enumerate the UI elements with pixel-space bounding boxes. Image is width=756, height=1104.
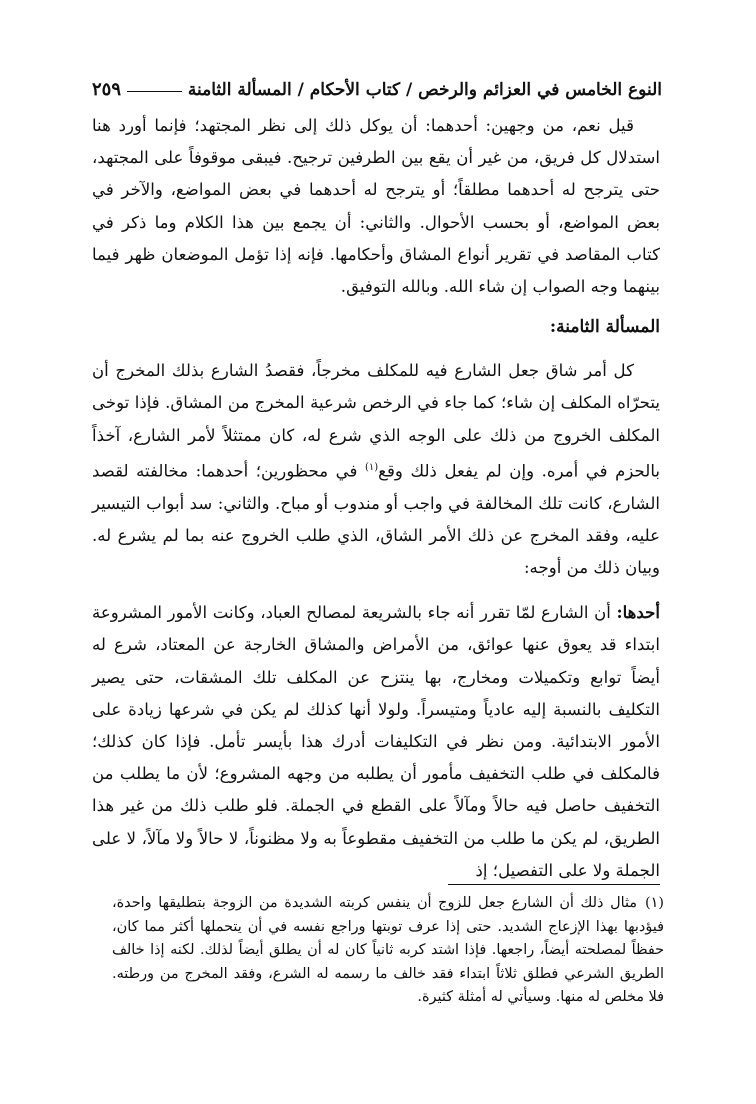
paragraph-2: [92, 355, 660, 584]
section-heading: المسألة الثامنة:: [549, 317, 660, 338]
footnote-reference[interactable]: (١): [364, 461, 379, 473]
footnote-text: مثال ذلك أن الشارع جعل للزوج أن ينفس كربته الشديدة من الزوجة بتطليقها واحدة، فيؤدبها بهذا الإزعاج الشديد. حتى إذا عرف توبتها وراجع نفسه في أن يتحملها أكثر مما كان، حفظاً لمصلحته أيضاً، راجعها. فإذا اشتد كربه ثانياً كان له أن يطلق أيضاً لذلك. لكنه إذا خالف الطريق الشرعي فطلق ثلاثاً ابتداء فقد خالف ما رسمه له الشرع، وفقد المخرج من ورطته. فلا مخلص له منها. وسيأتي له أمثلة كثيرة.: [112, 895, 664, 1005]
paragraph-2-text-b: في محظورين؛ أحدهما: مخالفته لقصد الشارع، كانت تلك المخالفة في واجب أو مندوب أو مباح. والثاني: سد أبواب التيسير عليه، وفقد المخرج عن ذلك الأمر الشاق، الذي طلب الخروج عنه بما لم يشرع له. وبيان ذلك من أوجه:: [92, 461, 660, 577]
footnote-paragraph: [112, 892, 664, 1010]
page-number: ٢٥٩: [92, 79, 122, 100]
running-title: النوع الخامس في العزائم والرخص / كتاب الأحكام / المسألة الثامنة: [187, 80, 662, 100]
paragraph-2-text-a: كل أمر شاق جعل الشارع فيه للمكلف مخرجاً، فقصدُ الشارع بذلك المخرج أن يتحرّاه المكلف إن شاء؛ كما جاء في الرخص شرعية المخرج من المشاق. فإذا توخى المكلف الخروج من ذلك على الوجه الذي شرع له، كان ممتثلاً لأمر الشارع، آخذاً بالحزم في أمره. وإن لم يفعل ذلك وقع: [92, 361, 660, 481]
footnote: [112, 892, 664, 1010]
page-header: [92, 70, 662, 100]
footnote-number: (١): [645, 895, 664, 911]
paragraph-3: [92, 596, 660, 887]
main-text: [92, 110, 660, 887]
paragraph-3-lead: أحدها:: [616, 602, 660, 623]
paragraph-1: قيل نعم، من وجهين: أحدهما: أن يوكل ذلك إلى نظر المجتهد؛ فإنما أورد هنا استدلال كل فريق، من غير أن يقع بين الطرفين ترجيح. فيبقى موقوفاً على المجتهد، حتى يترجح له أحدهما مطلقاً؛ أو يترجح له أحدهما في بعض المواضع، والآخر في بعض المواضع، أو بحسب الأحوال. والثاني: أن يجمع بين هذا الكلام وما ذكر في كتاب المقاصد في تقرير أنواع المشاق وأحكامها. فإنه إذا تؤمل الموضعان ظهر فيما بينهما وجه الصواب إن شاء الله. وبالله التوفيق.: [92, 116, 660, 297]
paragraph-3-text: أن الشارع لمّا تقرر أنه جاء بالشريعة لمصالح العباد، وكانت الأمور المشروعة ابتداء قد يعوق عنها عوائق، من الأمراض والمشاق الخارجة عن المعتاد، شرع له أيضاً توابع وتكميلات ومخارج، بها ينتزح عن المكلف تلك المشقات، حتى يصير التكليف بالنسبة إليه عادياً ومتيسراً. ولولا أنها كذلك لم يكن في شرعها زيادة على الأمور الابتدائية. ومن نظر في التكليفات أدرك هذا بأيسر تأمل. فإذا كان كذلك؛ فالمكلف في طلب التخفيف مأمور أن يطلبه من وجهه المشروع؛ لأن ما يطلب من التخفيف حاصل فيه حالاً ومآلاً على القطع في الجملة. فلو طلب ذلك من غير هذا الطريق، لم يكن ما طلب من التخفيف مقطوعاً به ولا مظنوناً، لا حالاً ولا مآلاً، لا على الجملة ولا على التفصيل؛ إذ: [92, 603, 660, 880]
footnote-rule: [448, 884, 660, 885]
header-rule: [127, 91, 182, 92]
